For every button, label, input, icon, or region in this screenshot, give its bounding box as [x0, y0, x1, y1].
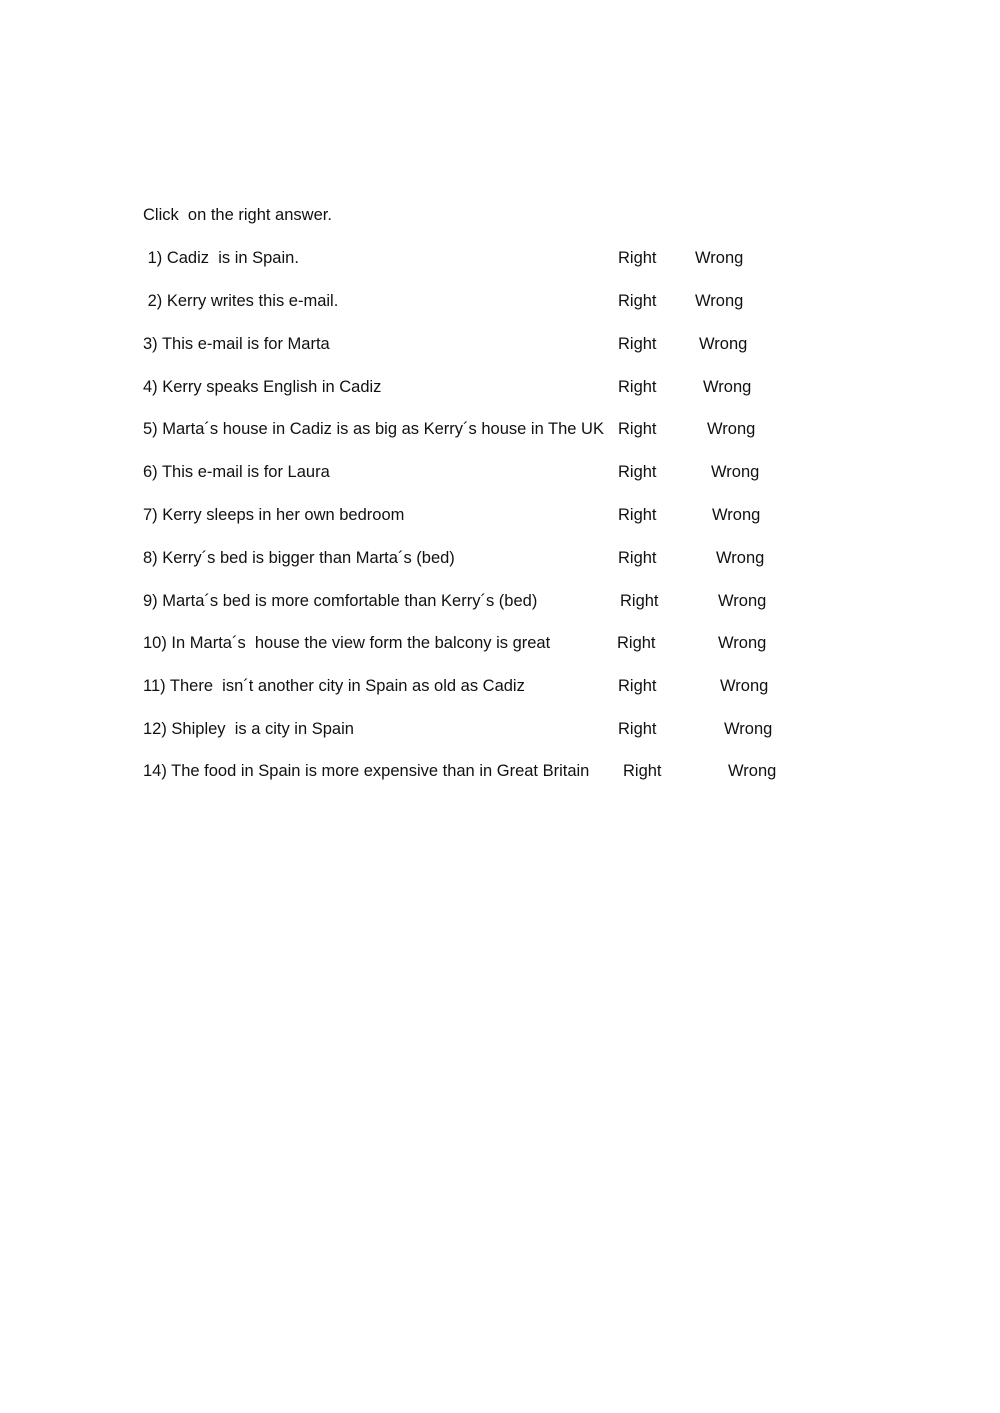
wrong-option[interactable]: Wrong [695, 249, 744, 267]
question-row [0, 547, 1000, 571]
wrong-option[interactable]: Wrong [720, 677, 769, 695]
wrong-option[interactable]: Wrong [716, 549, 765, 567]
question-text: 5) Marta´s house in Cadiz is as big as Kerry´s house in The UK [143, 420, 604, 438]
right-option[interactable]: Right [618, 249, 657, 267]
right-option[interactable]: Right [618, 549, 657, 567]
question-row [0, 718, 1000, 742]
question-text: 14) The food in Spain is more expensive than in Great Britain [143, 762, 590, 780]
question-text: 7) Kerry sleeps in her own bedroom [143, 506, 405, 524]
right-option[interactable]: Right [618, 292, 657, 310]
right-option[interactable]: Right [618, 506, 657, 524]
instruction-text: Click on the right answer. [143, 206, 332, 224]
wrong-option[interactable]: Wrong [695, 292, 744, 310]
right-option[interactable]: Right [618, 335, 657, 353]
right-option[interactable]: Right [618, 720, 657, 738]
question-row [0, 590, 1000, 614]
question-row [0, 461, 1000, 485]
question-row [0, 333, 1000, 357]
question-text: 10) In Marta´s house the view form the balcony is great [143, 634, 551, 652]
question-text: 4) Kerry speaks English in Cadiz [143, 378, 382, 396]
question-text: 8) Kerry´s bed is bigger than Marta´s (bed) [143, 549, 455, 567]
question-row [0, 632, 1000, 656]
question-row [0, 376, 1000, 400]
right-option[interactable]: Right [620, 592, 659, 610]
question-text: 9) Marta´s bed is more comfortable than Kerry´s (bed) [143, 592, 538, 610]
question-row [0, 675, 1000, 699]
wrong-option[interactable]: Wrong [699, 335, 748, 353]
question-text: 12) Shipley is a city in Spain [143, 720, 354, 738]
question-row [0, 504, 1000, 528]
right-option[interactable]: Right [618, 378, 657, 396]
question-text: 1) Cadiz is in Spain. [143, 249, 299, 267]
question-row [0, 760, 1000, 784]
wrong-option[interactable]: Wrong [728, 762, 777, 780]
question-text: 2) Kerry writes this e-mail. [143, 292, 339, 310]
right-option[interactable]: Right [618, 463, 657, 481]
question-text: 3) This e-mail is for Marta [143, 335, 330, 353]
wrong-option[interactable]: Wrong [703, 378, 752, 396]
wrong-option[interactable]: Wrong [718, 634, 767, 652]
right-option[interactable]: Right [618, 420, 657, 438]
question-text: 11) There isn´t another city in Spain as old as Cadiz [143, 677, 525, 695]
question-row [0, 290, 1000, 314]
right-option[interactable]: Right [623, 762, 662, 780]
wrong-option[interactable]: Wrong [724, 720, 773, 738]
question-row [0, 418, 1000, 442]
right-option[interactable]: Right [617, 634, 656, 652]
wrong-option[interactable]: Wrong [707, 420, 756, 438]
question-text: 6) This e-mail is for Laura [143, 463, 330, 481]
wrong-option[interactable]: Wrong [718, 592, 767, 610]
right-option[interactable]: Right [618, 677, 657, 695]
question-row [0, 247, 1000, 271]
wrong-option[interactable]: Wrong [711, 463, 760, 481]
wrong-option[interactable]: Wrong [712, 506, 761, 524]
